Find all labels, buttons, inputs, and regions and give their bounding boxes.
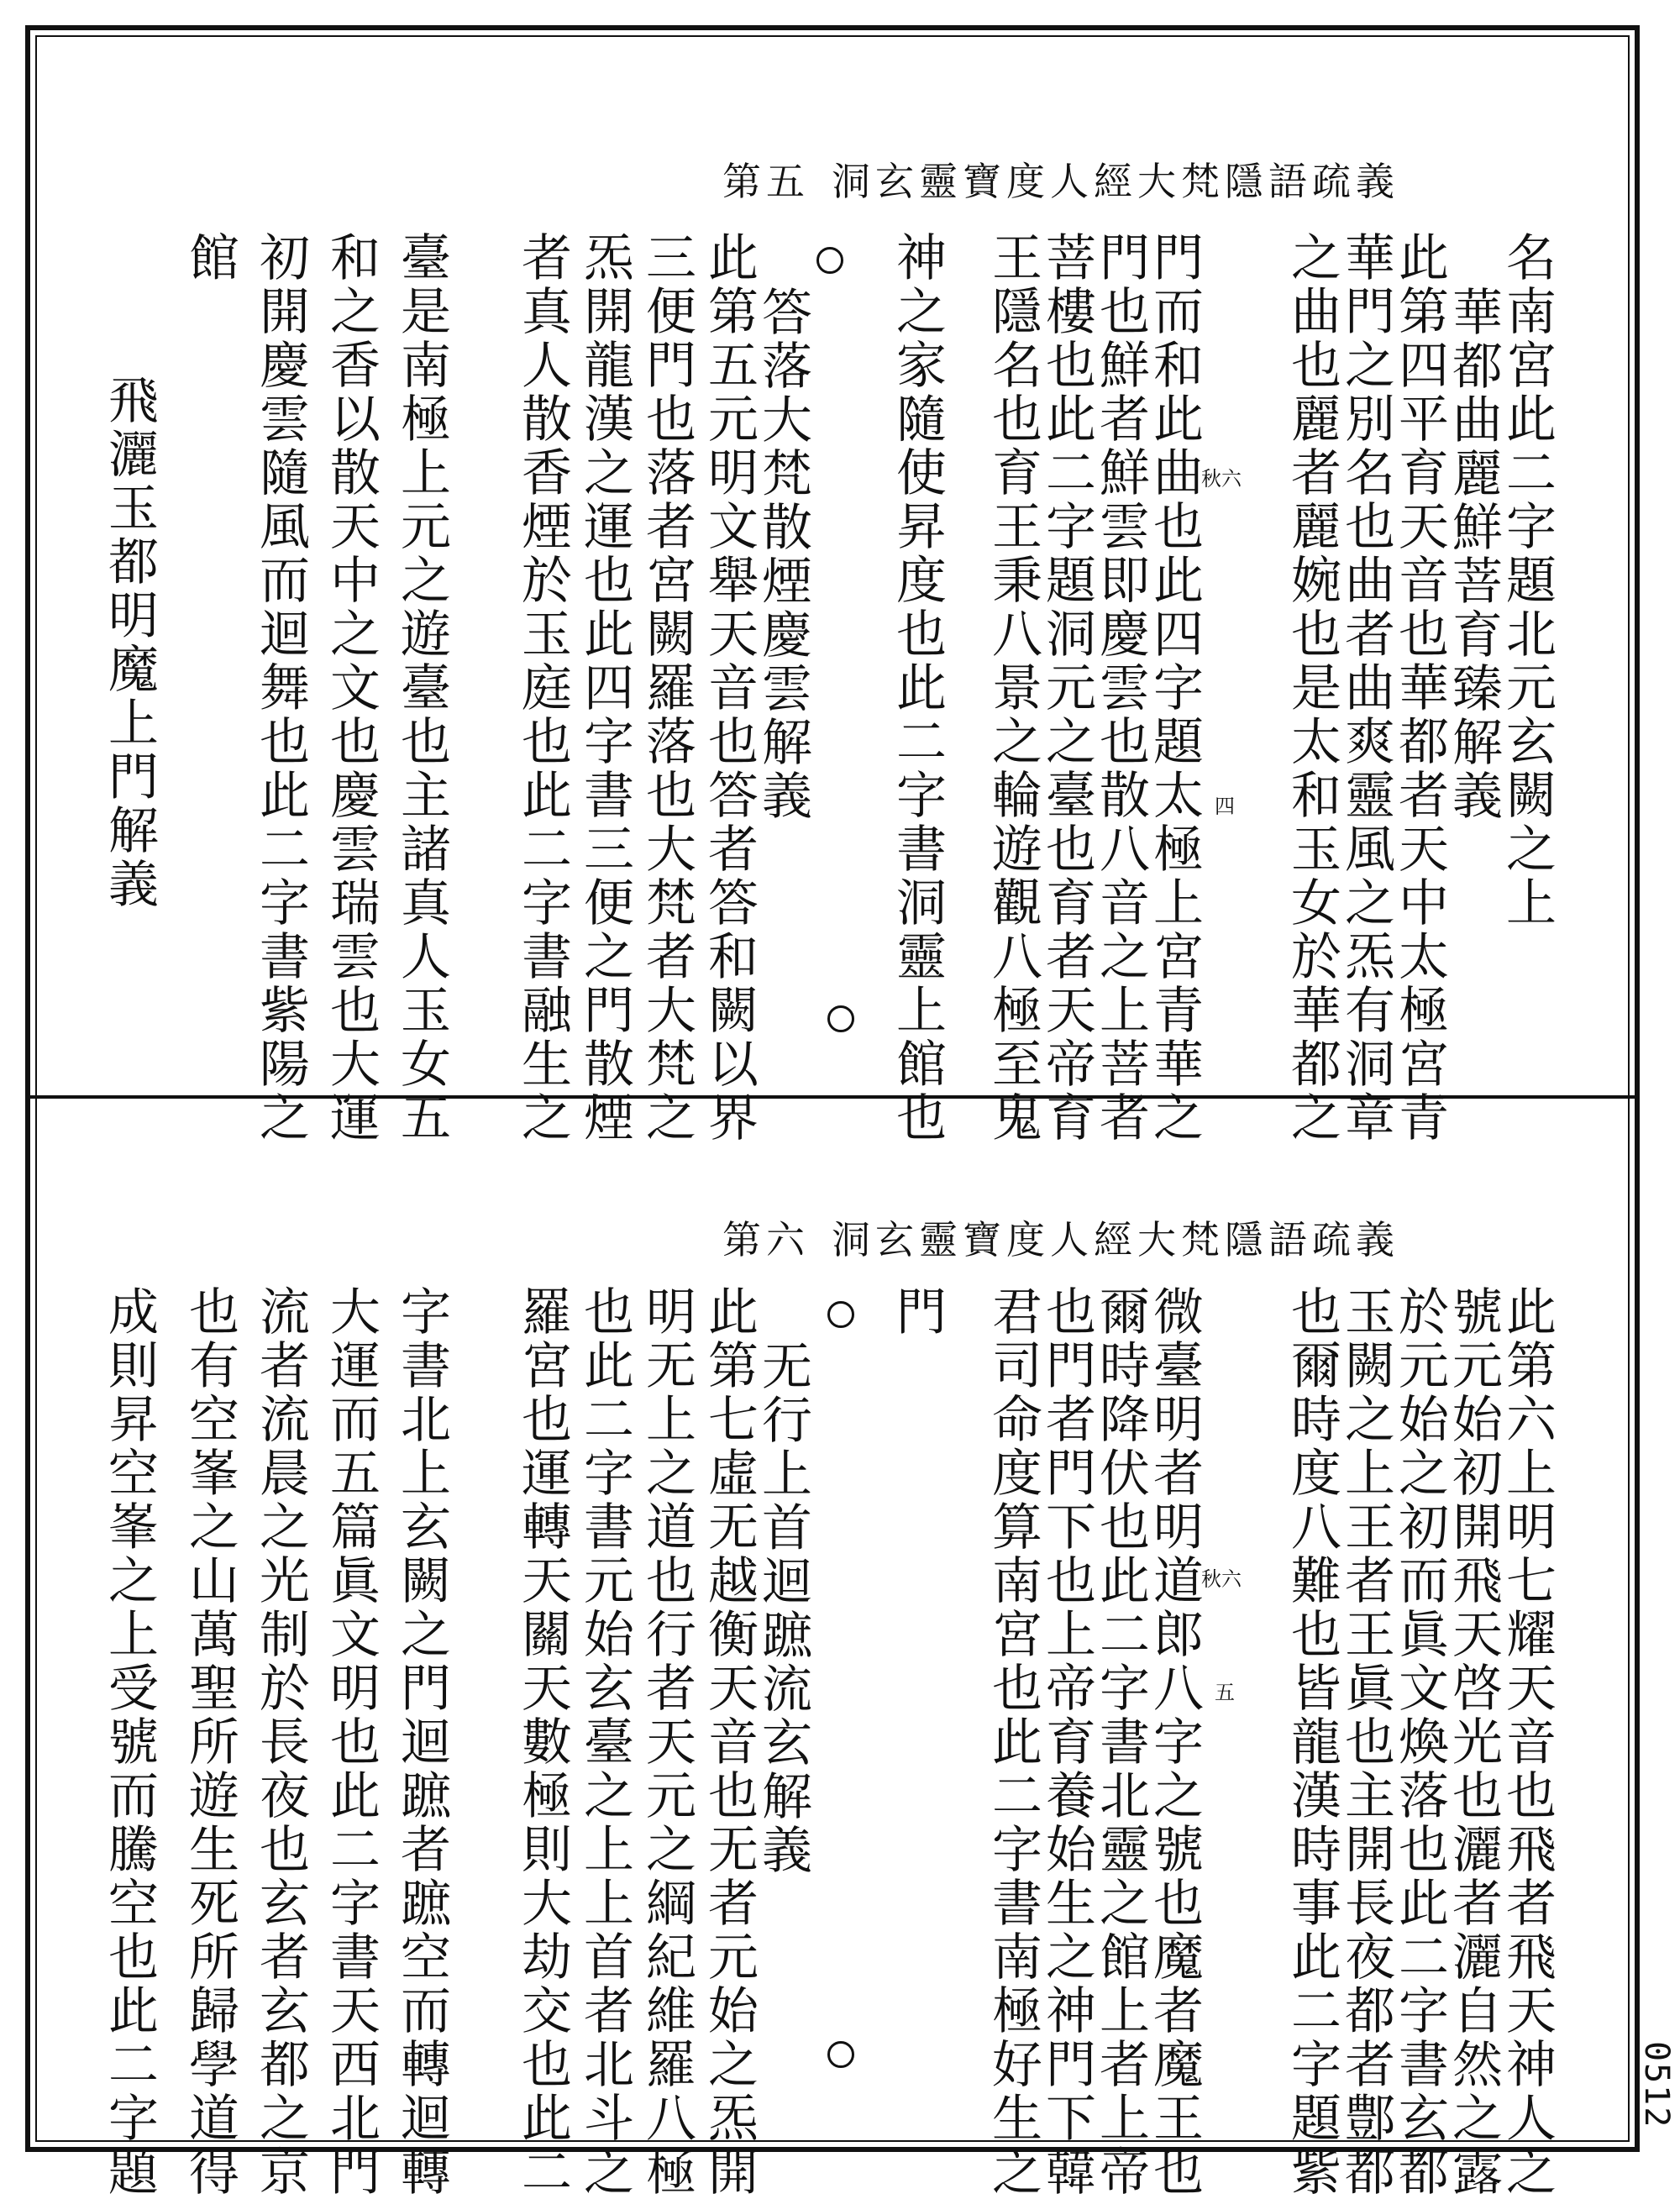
top-col-20: 飛灑玉都明魔上門解義 xyxy=(100,374,159,911)
top-col-4: 華門之別名也曲者曲爽靈風之炁有洞章 xyxy=(1336,231,1395,1145)
bottom-col-18: 流者流晨之光制於長夜也玄者玄都之京 xyxy=(251,1285,310,2199)
top-col-13: 三便門也落者宮闕羅落也大梵者大梵之 xyxy=(638,231,696,1145)
page-number: 0512 xyxy=(1637,2041,1676,2129)
top-header-section: 第五 xyxy=(722,159,810,204)
top-col-8: 菩樓也此二字題洞元之臺也育者天帝育 xyxy=(1037,231,1096,1145)
bottom-col-2: 號元始初開飛天啓光也灑者灑自然之露 xyxy=(1444,1285,1503,2199)
top-col-18: 初開慶雲隨風而迴舞也此二字書紫陽之 xyxy=(251,231,310,1145)
top-header-title: 洞玄靈寶度人經大梵隱語疏義 xyxy=(832,159,1399,204)
top-col-14: 炁開龍漢之運也此四字書三便之門散煙 xyxy=(575,231,634,1145)
top-col-9: 王隱名也育王秉八景之輪遊觀八極至鬼 xyxy=(984,231,1042,1145)
top-col-1: 名南宮此二字題北元玄闕之上 xyxy=(1498,231,1557,930)
top-col-19: 館 xyxy=(181,231,239,285)
top-col-11: 答落大梵散煙慶雲解義 xyxy=(753,286,812,823)
bottom-col-5: 也爾時度八難也皆龍漢時事此二字題紫 xyxy=(1283,1285,1341,2199)
bottom-col-10: 門 xyxy=(888,1285,947,1339)
top-col-6: 門而和此曲也此四字題太極上宮青華之 xyxy=(1145,231,1204,1145)
bottom-col-11: 无行上首迴蹠流玄解義 xyxy=(753,1340,812,1877)
top-col-17: 和之香以散天中之文也慶雲瑞雲也大運 xyxy=(322,231,381,1145)
bottom-circle-mark-1 xyxy=(827,1301,854,1328)
bottom-header-title: 洞玄靈寶度人經大梵隱語疏義 xyxy=(832,1217,1399,1262)
top-col-7: 門也鮮者鮮雲即慶雲也散八音之上菩者 xyxy=(1091,231,1150,1145)
bottom-col-16: 字書北上玄闕之門迴蹠者蹠空而轉迴轉 xyxy=(392,1285,451,2199)
top-col-5: 之曲也麗者麗婉也是太和玉女於華都之 xyxy=(1283,231,1341,1145)
bottom-col-19: 也有空峯之山萬聖所遊生死所歸學道得 xyxy=(181,1285,239,2199)
top-note-right: 四 xyxy=(1215,795,1235,818)
bottom-col-7: 爾時降伏也此二字書北靈之館上者上帝 xyxy=(1091,1285,1150,2199)
bottom-col-20: 成則昇空峯之上受號而騰空也此二字題 xyxy=(100,1285,159,2199)
bottom-col-3: 於元始之初而眞文煥落也此二字書玄都 xyxy=(1390,1285,1449,2199)
top-circle-mark-2 xyxy=(827,1005,854,1032)
bottom-circle-mark-2 xyxy=(827,2041,854,2068)
top-col-3: 此第四平育天音也華都者天中太極宮青 xyxy=(1390,231,1449,1145)
top-note-left: 秋六 xyxy=(1201,467,1242,491)
top-col-2: 華都曲麗鮮菩育臻解義 xyxy=(1444,286,1503,823)
bottom-note-right: 五 xyxy=(1215,1681,1235,1704)
bottom-col-14: 也此二字書元始玄臺之上上首者北斗之 xyxy=(575,1285,634,2199)
top-col-10: 神之家隨使昇度也此二字書洞靈上館也 xyxy=(888,231,947,1145)
top-col-15: 者真人散香煙於玉庭也此二字書融生之 xyxy=(513,231,572,1145)
bottom-col-15: 羅宮也運轉天關天數極則大劫交也此二 xyxy=(513,1285,572,2199)
top-circle-mark-1 xyxy=(816,247,843,274)
bottom-col-4: 玉闕之上王者王眞也主開長夜都者鄷都 xyxy=(1336,1285,1395,2199)
bottom-col-1: 此第六上明七耀天音也飛者飛天神人之 xyxy=(1498,1285,1557,2199)
bottom-col-6: 微臺明者明道郎八字之號也魔者魔王也 xyxy=(1145,1285,1204,2199)
bottom-col-8: 也門者門下也上帝育養始生之神門下韓 xyxy=(1037,1285,1096,2199)
bottom-col-12: 此第七虛无越衡天音也无者元始之炁開 xyxy=(700,1285,759,2199)
bottom-note-left: 秋六 xyxy=(1201,1567,1242,1591)
top-col-16: 臺是南極上元之遊臺也主諸真人玉女五 xyxy=(392,231,451,1145)
bottom-header-section: 第六 xyxy=(722,1217,810,1262)
bottom-col-9: 君司命度算南宮也此二字書南極好生之 xyxy=(984,1285,1042,2199)
top-col-12: 此第五元明文舉天音也答者答和闕以界 xyxy=(700,231,759,1145)
bottom-col-13: 明无上之道也行者天元之綱紀維羅八極 xyxy=(638,1285,696,2199)
bottom-col-17: 大運而五篇眞文明也此二字書天西北門 xyxy=(322,1285,381,2199)
